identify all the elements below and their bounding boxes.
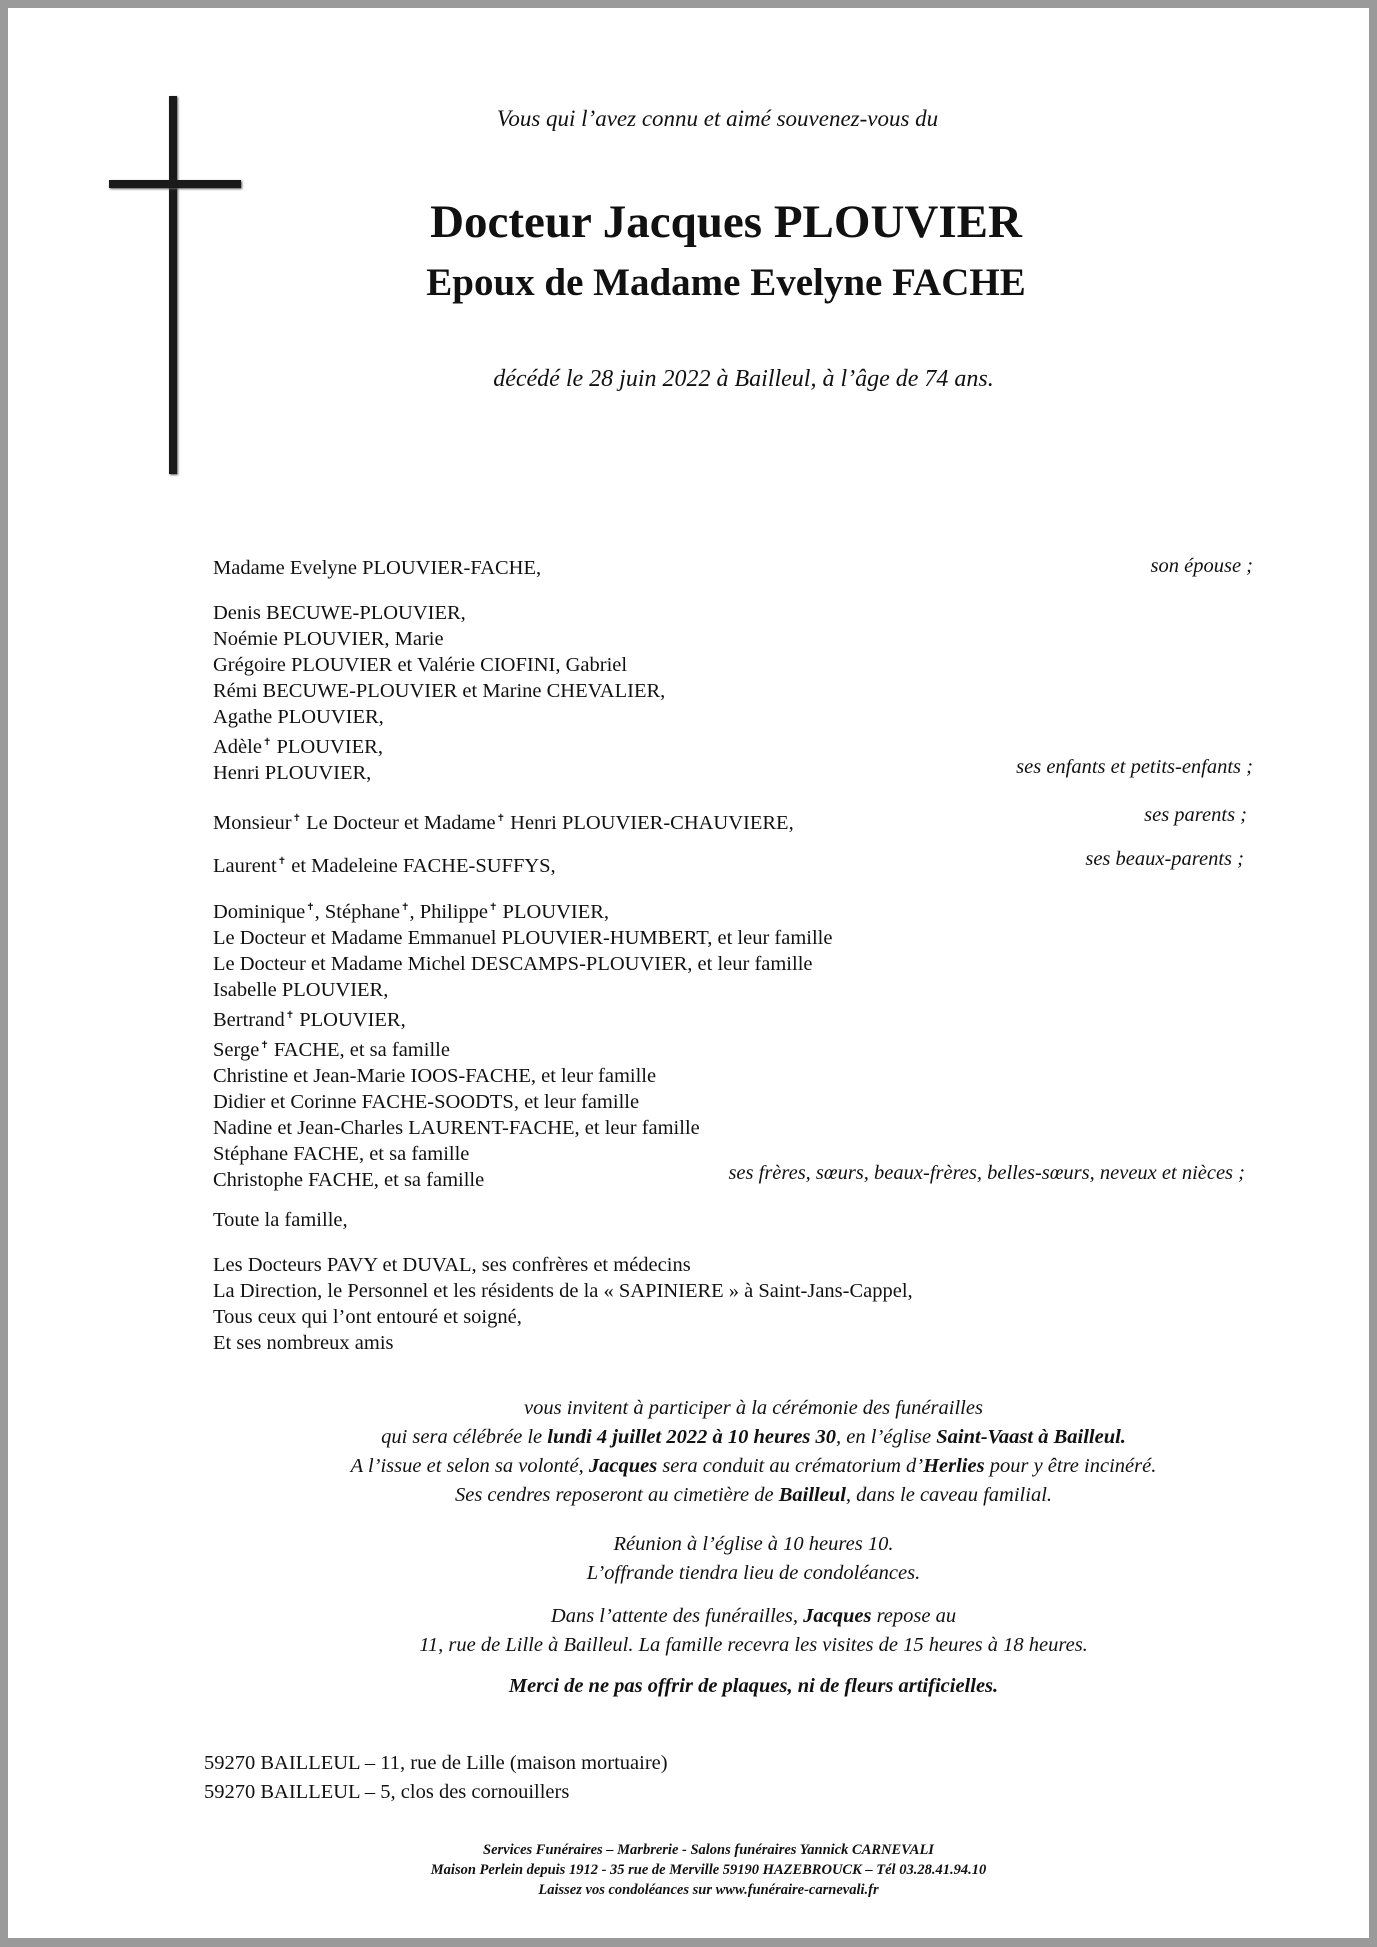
spouse-line: Epoux de Madame Evelyne FACHE — [426, 261, 1026, 304]
address-line: 59270 BAILLEUL – 5, clos des cornouillers — [204, 1781, 570, 1803]
deceased-mark-icon: ✝ — [262, 737, 272, 748]
cross-icon-bar — [109, 180, 241, 188]
all-family-line: Toute la famille, — [213, 1209, 348, 1231]
list-item: Bertrand✝ PLOUVIER, — [213, 1009, 406, 1031]
death-line: décédé le 28 juin 2022 à Bailleul, à l’âge de 74 ans. — [493, 366, 994, 392]
wait-line: Dans l’attente des funérailles, Jacques repose au — [550, 1605, 957, 1627]
ceremony-invitation — [8, 1394, 1369, 1510]
list-item: Nadine et Jean-Charles LAURENT-FACHE, et leur famille — [213, 1117, 700, 1139]
ceremony-line-3: A l’issue et selon sa volonté, Jacques sera conduit au crématorium d’Herlies pour y être incinéré. — [350, 1455, 1157, 1477]
addresses — [204, 1749, 668, 1807]
deceased-mark-icon: ✝ — [277, 856, 287, 867]
meeting-block — [8, 1530, 1369, 1588]
list-item: Tous ceux qui l’ont entouré et soigné, — [213, 1306, 522, 1328]
list-item: Serge✝ FACHE, et sa famille — [213, 1039, 450, 1061]
parents-line: Monsieur✝ Le Docteur et Madame✝ Henri PLOUVIER-CHAUVIERE, — [213, 812, 794, 834]
list-item: Les Docteurs PAVY et DUVAL, ses confrères et médecins — [213, 1254, 691, 1276]
list-item: Et ses nombreux amis — [213, 1332, 394, 1354]
list-item: Henri PLOUVIER, — [213, 762, 372, 784]
children-list — [213, 600, 665, 786]
list-item: Isabelle PLOUVIER, — [213, 979, 389, 1001]
ceremony-line-2: qui sera célébrée le lundi 4 juillet 2022 à 10 heures 30, en l’église Saint-Vaast à Bailleul. — [381, 1426, 1126, 1448]
ceremony-line-4: Ses cendres reposeront au cimetière de Bailleul, dans le caveau familial. — [454, 1484, 1053, 1506]
deceased-mark-icon: ✝ — [260, 1040, 269, 1051]
intro-line: Vous qui l’avez connu et aimé souvenez-vous du — [496, 106, 939, 131]
inlaws-line: Laurent✝ et Madeleine FACHE-SUFFYS, — [213, 855, 556, 877]
address-line: 59270 BAILLEUL – 11, rue de Lille (maison mortuaire) — [204, 1752, 668, 1774]
deceased-mark-icon: ✝ — [496, 813, 506, 824]
deceased-mark-icon: ✝ — [401, 902, 410, 913]
list-item: Dominique✝, Stéphane✝, Philippe✝ PLOUVIER, — [213, 901, 610, 923]
siblings-relation: ses frères, sœurs, beaux-frères, belles-sœurs, neveux et nièces ; — [728, 1162, 1245, 1184]
visits-block — [8, 1602, 1369, 1660]
footer-line: Maison Perlein depuis 1912 - 35 rue de Merville 59190 HAZEBROUCK – Tél 03.28.41.94.10 — [430, 1862, 987, 1878]
footer-line: Services Funéraires – Marbrerie - Salons funéraires Yannick CARNEVALI — [483, 1842, 934, 1858]
parents-relation: ses parents ; — [1144, 804, 1247, 826]
list-item: Agathe PLOUVIER, — [213, 706, 384, 728]
list-item: Stéphane FACHE, et sa famille — [213, 1143, 470, 1165]
list-item: Adèle✝ PLOUVIER, — [213, 736, 383, 758]
funeral-home-footer — [8, 1840, 1369, 1900]
list-item: Le Docteur et Madame Michel DESCAMPS-PLOUVIER, et leur famille — [213, 953, 813, 975]
obituary-notice — [8, 8, 1369, 1938]
list-item: Le Docteur et Madame Emmanuel PLOUVIER-HUMBERT, et leur famille — [213, 927, 833, 949]
inlaws-relation: ses beaux-parents ; — [1085, 848, 1244, 870]
list-item: Christophe FACHE, et sa famille — [213, 1169, 485, 1191]
ceremony-line-1: vous invitent à participer à la cérémonie des funérailles — [524, 1397, 983, 1419]
deceased-mark-icon: ✝ — [285, 1010, 295, 1021]
list-item: Rémi BECUWE-PLOUVIER et Marine CHEVALIER, — [213, 680, 666, 702]
list-item: Denis BECUWE-PLOUVIER, — [213, 602, 466, 624]
deceased-mark-icon: ✝ — [292, 813, 301, 824]
deceased-mark-icon: ✝ — [489, 902, 498, 913]
list-item: Didier et Corinne FACHE-SOODTS, et leur famille — [213, 1091, 640, 1113]
list-item: Noémie PLOUVIER, Marie — [213, 628, 444, 650]
children-relation: ses enfants et petits-enfants ; — [1016, 756, 1253, 778]
wife-name: Madame Evelyne PLOUVIER-FACHE, — [213, 557, 542, 579]
siblings-list — [213, 895, 832, 1193]
visits-line: 11, rue de Lille à Bailleul. La famille recevra les visites de 15 heures à 18 heures. — [419, 1634, 1088, 1656]
list-item: Grégoire PLOUVIER et Valérie CIOFINI, Gabriel — [213, 654, 628, 676]
list-item: Christine et Jean-Marie IOOS-FACHE, et leur famille — [213, 1065, 657, 1087]
footer-website: Laissez vos condoléances sur www.funéraire-carnevali.fr — [538, 1882, 879, 1898]
offering-line: L’offrande tiendra lieu de condoléances. — [586, 1562, 921, 1584]
deceased-name: Docteur Jacques PLOUVIER — [430, 196, 1022, 248]
list-item: La Direction, le Personnel et les résidents de la « SAPINIERE » à Saint-Jans-Cappel, — [213, 1280, 913, 1302]
meeting-line: Réunion à l’église à 10 heures 10. — [613, 1533, 894, 1555]
no-flowers-line: Merci de ne pas offrir de plaques, ni de fleurs artificielles. — [508, 1675, 999, 1697]
deceased-mark-icon: ✝ — [306, 902, 315, 913]
wife-relation: son épouse ; — [1150, 555, 1253, 577]
others-list — [213, 1252, 913, 1356]
